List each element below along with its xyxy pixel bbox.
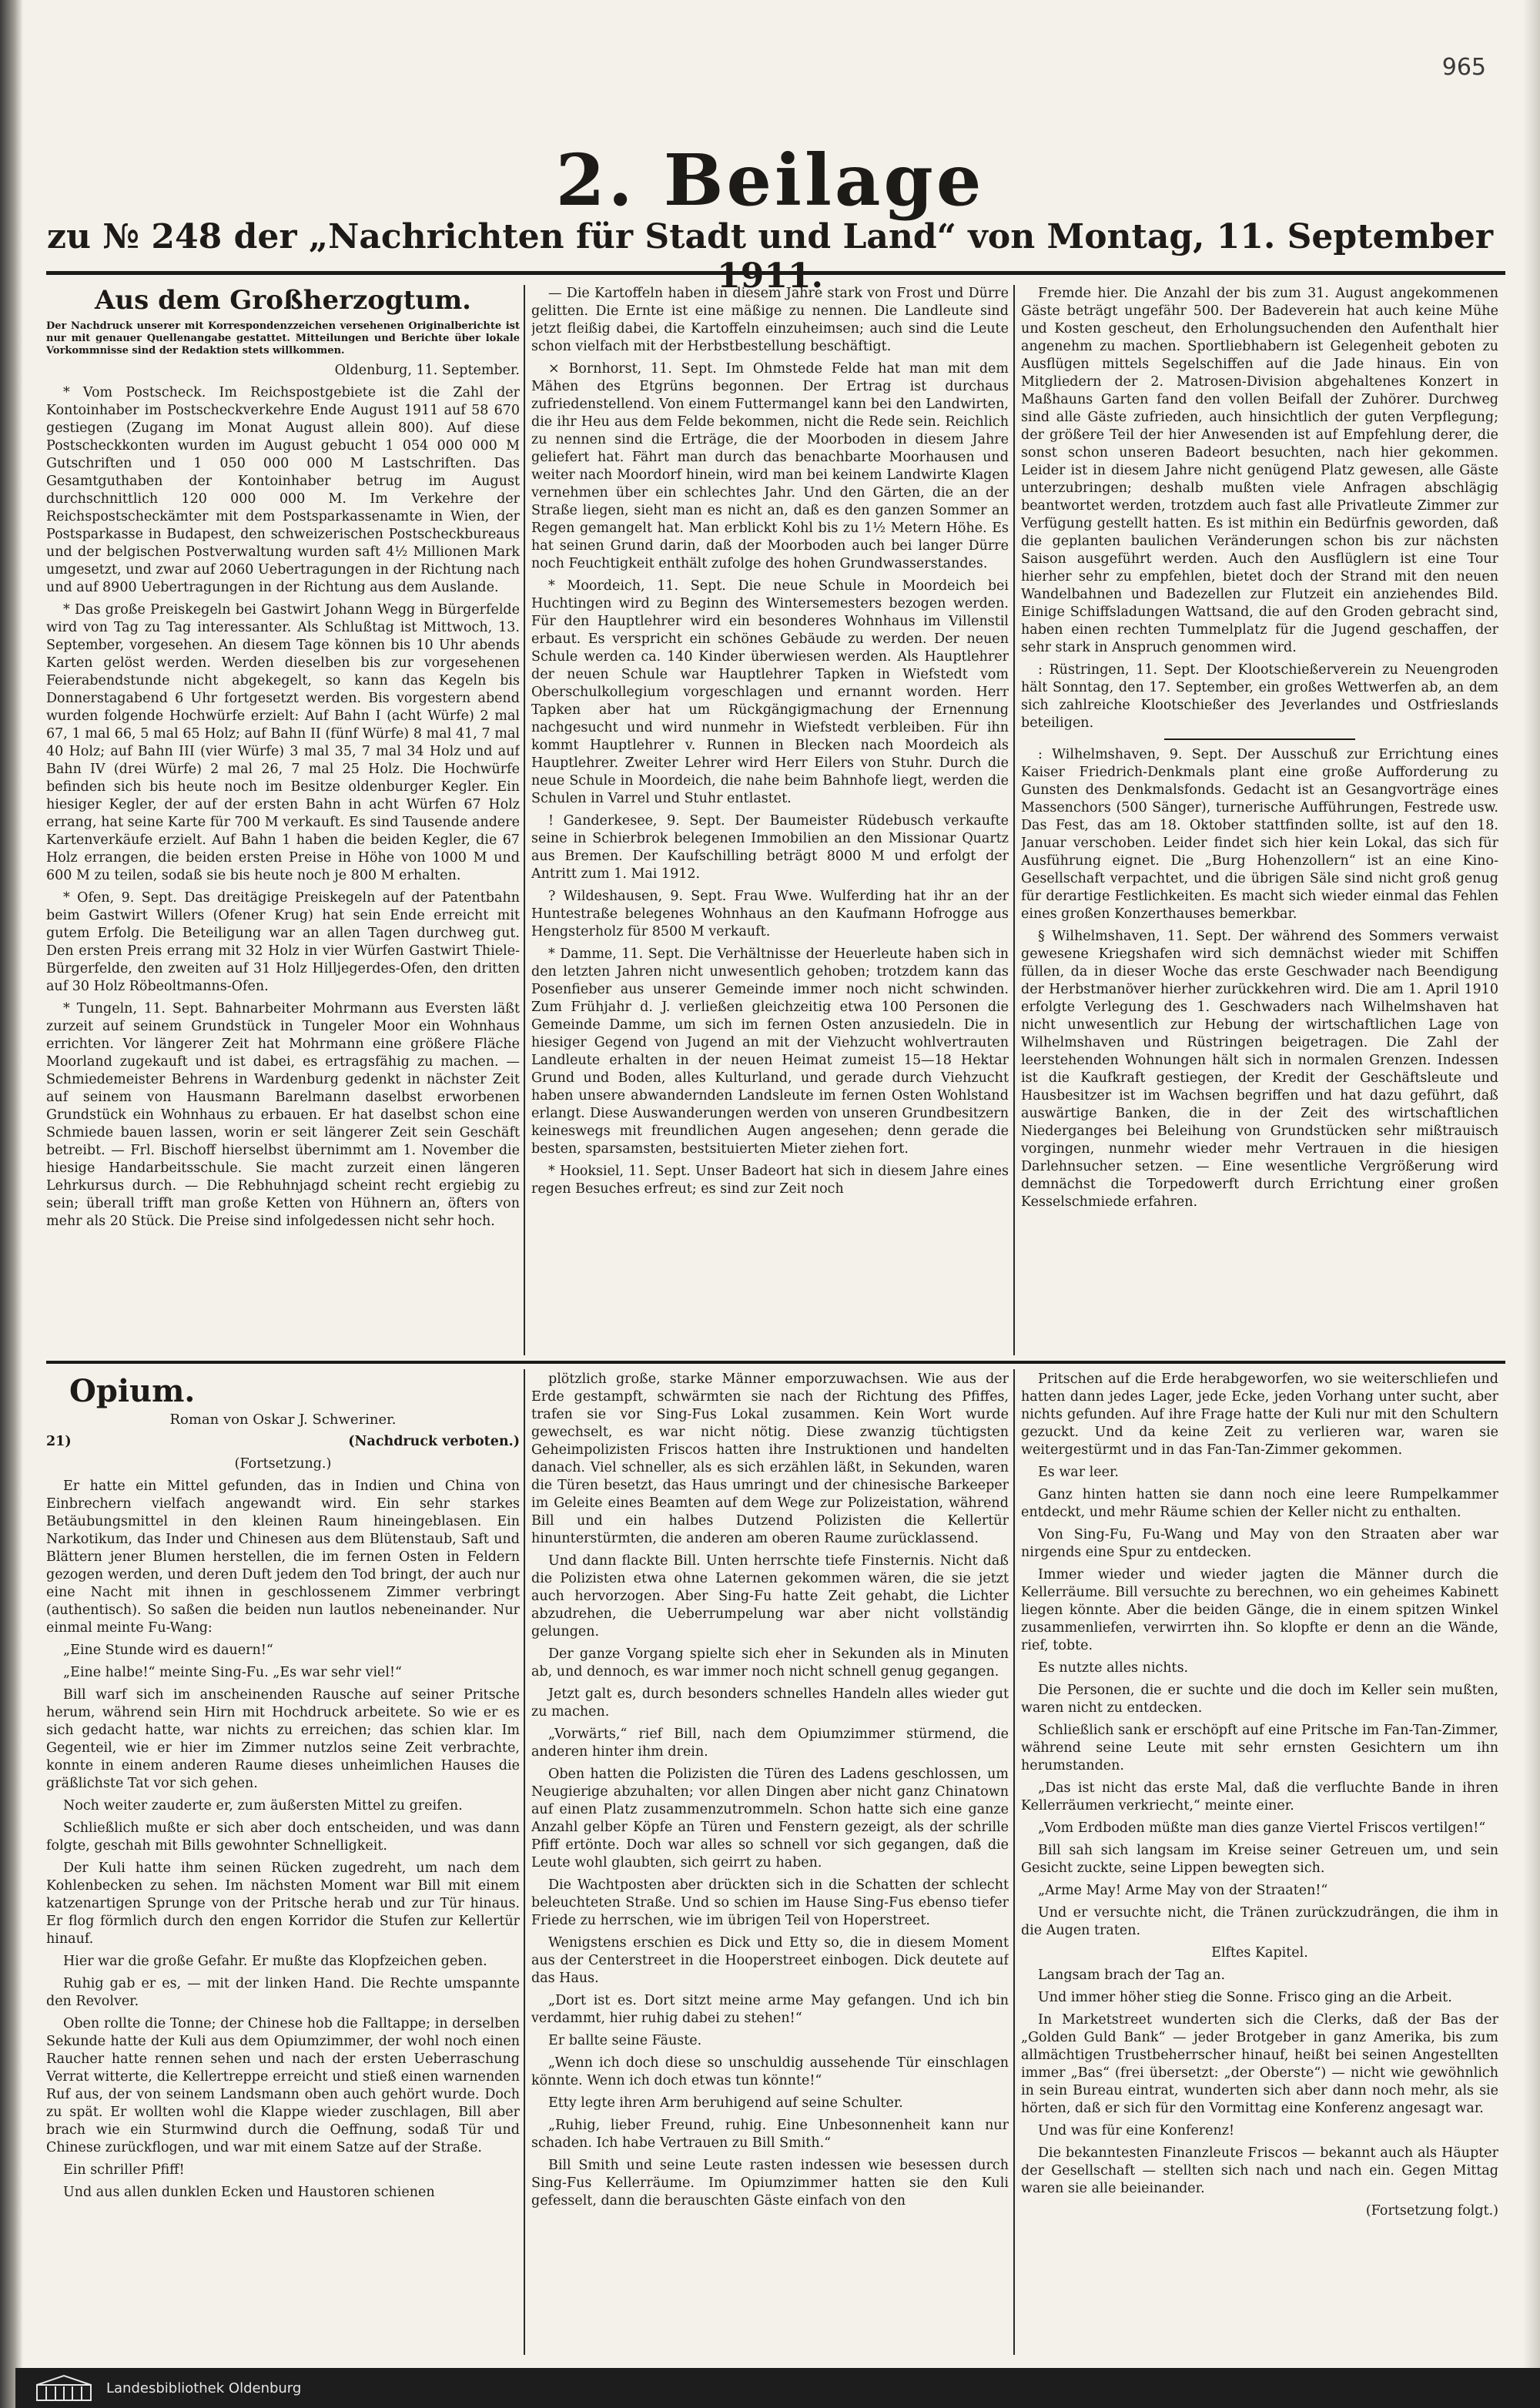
serial-paragraph: Und dann flackte Bill. Unten herrschte tiefe Finsternis. Nicht daß die Polizisten etwa ohne Laternen gekommen wären, die sie jetzt auch hervorzogen. Aber Sing-Fu hatte Zeit gehabt, die Lichter abzudrehen, die Ueberrumpelung war aber nicht vollständig gelungen.	[531, 1553, 1009, 1639]
serial-column-3	[1021, 1371, 1498, 2349]
reprint-note: Der Nachdruck unserer mit Korrespondenzzeichen versehenen Originalberichte ist nur mit genauer Quellenangabe gestattet. Mitteilungen und Berichte über lokale Vorkommnisse sind der Redaktion stets willkommen.	[46, 320, 520, 357]
news-column-1	[46, 285, 520, 1351]
serial-paragraph: Der Kuli hatte ihm seinen Rücken zugedreht, um nach dem Kohlenbecken zu sehen. Im nächsten Moment war Bill mit einem katzenartigen Sprunge von der Pritsche herab und zur Tür hinaus. Er flog förmlich durch den engen Korridor die Stufen zur Kellertür hinauf.	[46, 1860, 520, 1947]
serial-paragraph: Und was für eine Konferenz!	[1038, 2123, 1235, 2138]
article-paragraph: * Damme, 11. Sept. Die Verhältnisse der Heuerleute haben sich in den letzten Jahren nicht unwesentlich gehoben; trotzdem kann das Posenfieber aus unserer Gemeinde immer noch nicht schwinden. Zum Frühjahr d. J. verließen gleichzeitig etwa 100 Personen die Gemeinde Damme, um sich im fernen Osten anzusiedeln. Die in hiesiger Gegend von Jugend an mit der Viehzucht wohlvertrauten Landleute erhalten in der neuen Heimat zumeist 15—18 Hektar Grund und Boden, alles Kulturland, und gerade durch Viehzucht haben unsere abwandernden Landsleute im fernen Osten Wohlstand erlangt. Diese Auswanderungen werden von unseren Grundbesitzern keineswegs mit freundlichen Augen angesehen; denn gerade die besten, sparsamsten, bestsituierten Mieter ziehen fort.	[531, 946, 1009, 1157]
serial-paragraph: Langsam brach der Tag an.	[1038, 1968, 1226, 1983]
header-rule	[46, 271, 1505, 275]
library-building-icon	[35, 2374, 92, 2402]
serial-paragraph: „Eine Stunde wird es dauern!“	[63, 1643, 273, 1658]
serial-paragraph: Die bekanntesten Finanzleute Friscos — bekannt auch als Häupter der Gesellschaft — stellten sich nach und nach ein. Gegen Mittag waren sie alle beieinander.	[1021, 2145, 1498, 2196]
article-paragraph: * Tungeln, 11. Sept. Bahnarbeiter Mohrmann aus Eversten läßt zurzeit auf seinem Grundstück in Tungeler Moor ein Wohnhaus errichten. Vor längerer Zeit hat Mohrmann eine größere Fläche Moorland zugekauft und ist dabei, es ertragsfähig zu machen. — Schmiedemeister Behrens in Wardenburg gedenkt in nächster Zeit auf seinem von Hausmann Barelmann daselbst erworbenen Grundstück ein Wohnhaus zu erbauen. Er hat daselbst schon eine Schmiede bauen lassen, worin er seit längerer Zeit sein Geschäft betreibt. — Frl. Bischoff hierselbst übernimmt am 1. November die hiesige Handarbeitsschule. Sie macht zurzeit einen längeren Lehrkursus durch. — Die Rebhuhnjagd scheint recht ergiebig zu sein; überall trifft man große Ketten von Hühnern an, öfters von mehr als 20 Stück. Die Preise sind infolgedessen nicht sehr hoch.	[46, 1001, 520, 1229]
serial-paragraph: Ein schriller Pfiff!	[63, 2162, 185, 2178]
serial-paragraph: Immer wieder und wieder jagten die Männer durch die Kellerräume. Bill versuchte zu berechnen, wo ein geheimes Kabinett liegen könnte. Aber die beiden Gänge, die in einem spitzen Winkel zusammenliefen, verwirrten ihn. So klopfte er denn an die Wände, rief, tobte.	[1021, 1567, 1498, 1653]
serial-byline: Roman von Oskar J. Schweriner.	[169, 1412, 397, 1428]
serial-paragraph: Pritschen auf die Erde herabgeworfen, wo sie weiterschliefen und hatten dann jedes Lager, jede Ecke, jeden Vorhang unter sucht, aber nichts gefunden. Auf ihre Frage hatte der Kuli nur mit den Schultern gezuckt. Und da keine Zeit zu verlieren war, waren sie weitergestürmt und in das Fan-Tan-Zimmer gekommen.	[1021, 1371, 1498, 1458]
serial-paragraph: Und er versuchte nicht, die Tränen zurückzudrängen, die ihm in die Augen traten.	[1021, 1905, 1498, 1938]
serial-paragraph: Hier war die große Gefahr. Er mußte das Klopfzeichen geben.	[63, 1954, 487, 1969]
article-paragraph: * Hooksiel, 11. Sept. Unser Badeort hat sich in diesem Jahre eines regen Besuches erfreut; es sind zur Zeit noch	[531, 1164, 1009, 1197]
article-paragraph: : Rüstringen, 11. Sept. Der Klootschießerverein zu Neuengroden hält Sonntag, den 17. September, ein großes Wettwerfen ab, an dem sich zahlreiche Klootschießer des Jeverlandes und Ostfrieslands beteiligen.	[1021, 662, 1498, 731]
article-paragraph: * Vom Postscheck. Im Reichspostgebiete ist die Zahl der Kontoinhaber im Postscheckverkehre Ende August 1911 auf 58 670 gestiegen (Zugang im Monat August allein 800). Auf diese Postscheckkonten wurden im August gebucht 1 054 000 000 M Gutschriften und 1 050 000 000 M Lastschriften. Das Gesamtguthaben der Kontoinhaber betrug im August durchschnittlich 120 000 000 M. Im Verkehre der Reichspostscheckämter mit dem Postsparkassenamte in Wien, der Postsparkasse in Budapest, den schweizerischen Postscheckbureaus und der belgischen Postverwaltung wurden saft 4½ Millionen Mark umgesetzt, und zwar auf 2060 Uebertragungen in der Richtung nach und auf 8900 Uebertragungen in der Richtung aus dem Auslande.	[46, 385, 520, 595]
feuilleton-rule	[46, 1361, 1505, 1364]
library-name: Landesbibliothek Oldenburg	[106, 2380, 302, 2396]
serial-column-1	[46, 1371, 520, 2349]
serial-paragraph: Oben rollte die Tonne; der Chinese hob die Falltappe; in derselben Sekunde hatte der Kuli aus dem Opiumzimmer, der wohl noch einen Raucher hatte rennen sehen und nach der ersten Ueberraschung Verrat witterte, die Kellertreppe erreicht und stieß einen warnenden Ruf aus, der von seinem Landsmann oben auch gehört wurde. Doch zu spät. Er wollten wohl die Klappe wieder zuschlagen, Bill aber brach wie ein Sturmwind durch die Oeffnung, sodaß Tür und Chinese zurückflogen, und war mit einem Satze auf der Straße.	[46, 2016, 520, 2155]
news-column-3	[1021, 285, 1498, 1351]
serial-paragraph: Bill Smith und seine Leute rasten indessen wie besessen durch Sing-Fus Kellerräume. Im Opiumzimmer hatten sie den Kuli gefesselt, dann die berauschten Gäste einfach von den	[531, 2158, 1009, 2209]
serial-paragraph: „Ruhig, lieber Freund, ruhig. Eine Unbesonnenheit kann nur schaden. Ich habe Vertrauen zu Bill Smith.“	[531, 2118, 1009, 2151]
serial-paragraph: „Arme May! Arme May von der Straaten!“	[1038, 1883, 1328, 1898]
column-rule	[1013, 1369, 1015, 2355]
serial-paragraph: Bill warf sich im anscheinenden Rausche auf seiner Pritsche herum, während sein Hirn mit Hochdruck arbeitete. So wie er es sich gedacht hatte, war nichts zu erreichen; das schien klar. Im Gegenteil, wie er hier im Zimmer nutzlos seine Zeit verbrachte, konnte in einem anderen Raume dieses unheimlichen Hauses die gräßlichste Tat vor sich gehen.	[46, 1687, 520, 1791]
serial-installment-number: 21)	[46, 1434, 72, 1449]
article-paragraph: Fremde hier. Die Anzahl der bis zum 31. August angekommenen Gäste beträgt ungefähr 500. Der Badeverein hat auch keine Mühe und Kosten gescheut, den Erholungsuchenden den Aufenthalt hier angenehm zu machen. Sportliebhabern ist Gelegenheit geboten zu Ausflügen mittels Segelschiffen auf die Jade hinaus. Ein von Mitgliedern der 2. Matrosen-Division abgehaltenes Konzert in Maßhauns Garten fand den vollen Beifall der Zuhörer. Durchweg sind alle Gäste zufrieden, auch hinsichtlich der guten Verpflegung; der größere Teil der hier Anwesenden ist auf Empfehlung derer, die sonst schon unseren Badeort besuchten, nach hier gekommen. Leider ist in diesem Jahre nicht genügend Platz gewesen, alle Gäste unterzubringen; deshalb mußten viele Anfragen abschlägig beantwortet werden, trotzdem auch fast alle Privatleute Zimmer zur Verfügung gestellt hatten. Es ist mithin ein Bedürfnis geworden, daß die geplanten baulichen Veränderungen schon bis zur nächsten Saison ausgeführt werden. Auch den Ausflüglern ist eine Tour hierher sehr zu empfehlen, bietet doch der Strand mit den neuen Wandelbahnen und Badezellen zur Flutzeit ein anziehendes Bild. Einige Schiffsladungen Wattsand, die auf den Groden gebracht sind, haben einen rechten Tummelplatz für die Jugend geschaffen, der sehr stark in Anspruch genommen wird.	[1021, 286, 1498, 655]
column-rule	[1013, 285, 1015, 1355]
serial-meta	[46, 1433, 520, 1451]
serial-column-2	[531, 1371, 1009, 2349]
serial-title: Opium.	[69, 1373, 196, 1409]
supplement-subtitle: zu № 248 der „Nachrichten für Stadt und Land“ von Montag, 11. September 1911.	[46, 217, 1494, 296]
article-paragraph: — Die Kartoffeln haben in diesem Jahre stark von Frost und Dürre gelitten. Die Ernte ist eine mäßige zu nennen. Die Landleute sind jetzt fleißig dabei, die Kartoffeln einzuheimsen; auch sind die Leute schon vielfach mit der Herbstbestellung beschäftigt.	[531, 286, 1009, 354]
serial-paragraph: Schließlich sank er erschöpft auf eine Pritsche im Fan-Tan-Zimmer, während seine Leute mit sehr ernsten Gesichtern um ihn herumstanden.	[1021, 1723, 1498, 1773]
serial-paragraph: Etty legte ihren Arm beruhigend auf seine Schulter.	[548, 2095, 903, 2111]
serial-paragraph: Schließlich mußte er sich aber doch entscheiden, und was dann folgte, geschah mit Bills gewohnter Schnelligkeit.	[46, 1820, 520, 1854]
serial-paragraph: „Das ist nicht das erste Mal, daß die verfluchte Bande in ihren Kellerräumen verkriecht,“ meinte einer.	[1021, 1780, 1498, 1814]
serial-reprint-note: (Nachdruck verboten.)	[348, 1434, 520, 1449]
serial-paragraph: Er ballte seine Fäuste.	[548, 2033, 702, 2048]
serial-paragraph: Jetzt galt es, durch besonders schnelles Handeln alles wieder gut zu machen.	[531, 1686, 1009, 1720]
serial-paragraph: „Eine halbe!“ meinte Sing-Fu. „Es war sehr viel!“	[63, 1665, 402, 1680]
serial-paragraph: Die Wachtposten aber drückten sich in die Schatten der schlecht beleuchteten Straße. Und so schien im Hause Sing-Fus ebenso tiefer Friede zu herrschen, wie im übrigen Teil von Hoperstreet.	[531, 1877, 1009, 1928]
dateline: Oldenburg, 11. September.	[334, 363, 520, 378]
article-paragraph: ! Ganderkesee, 9. Sept. Der Baumeister Rüdebusch verkaufte seine in Schierbrok belegenen Immobilien an den Missionar Quartz aus Bremen. Der Kaufschilling beträgt 8000 M und erfolgt der Antritt zum 1. Mai 1912.	[531, 813, 1009, 882]
column-rule	[524, 285, 525, 1355]
article-separator	[1164, 738, 1355, 740]
serial-paragraph: Und aus allen dunklen Ecken und Haustoren schienen	[63, 2185, 435, 2200]
serial-paragraph: „Dort ist es. Dort sitzt meine arme May gefangen. Und ich bin verdammt, hier ruhig dabei zu stehen!“	[531, 1993, 1009, 2026]
serial-paragraph: Er hatte ein Mittel gefunden, das in Indien und China von Einbrechern vielfach angewandt wird. Ein sehr starkes Betäubungsmittel in den kleinen Raum hineingeblasen. Ein Narkotikum, das Inder und Chinesen aus dem Blütenstaub, Saft und Blättern jener Blumen herstellen, die im fernen Osten in Feldern gezogen werden, und deren Duft jedem den Tod bringt, der auch nur eine Nacht mit ihnen in geschlossenem Zimmer verbringt (authentisch). So saßen die beiden nun lautlos nebeneinander. Nur einmal meinte Fu-Wang:	[46, 1479, 520, 1636]
serial-paragraph: Ruhig gab er es, — mit der linken Hand. Die Rechte umspannte den Revolver.	[46, 1976, 520, 2009]
supplement-title: 2. Beilage	[555, 139, 985, 222]
news-column-2	[531, 285, 1009, 1351]
serial-paragraph: Die Personen, die er suchte und die doch im Keller sein mußten, waren nicht zu entdecken.	[1021, 1683, 1498, 1716]
article-paragraph: ? Wildeshausen, 9. Sept. Frau Wwe. Wulferding hat ihr an der Huntestraße belegenes Wohnhaus an den Kaufmann Hofrogge aus Hengsterholz für 8500 M verkauft.	[531, 889, 1009, 939]
serial-paragraph: Bill sah sich langsam im Kreise seiner Getreuen um, und sein Gesicht zuckte, seine Lippen bewegten sich.	[1021, 1843, 1498, 1876]
serial-paragraph: Noch weiter zauderte er, zum äußersten Mittel zu greifen.	[63, 1798, 463, 1814]
article-paragraph: * Ofen, 9. Sept. Das dreitägige Preiskegeln auf der Patentbahn beim Gastwirt Willers (Ofener Krug) hat sein Ende erreicht mit gutem Erfolg. Die Beteiligung war an allen Tagen durchweg gut. Den ersten Preis errang mit 32 Holz in vier Würfen Gastwirt Thiele-Bürgerfelde, den zweiten auf 31 Holz Hilljegerdes-Ofen, den dritten auf 30 Holz Röbeoltmanns-Ofen.	[46, 890, 520, 994]
serial-paragraph: Wenigstens erschien es Dick und Etty so, die in diesem Moment aus der Centerstreet in die Hooperstreet einbogen. Dick deutete auf das Haus.	[531, 1935, 1009, 1986]
to-be-continued: (Fortsetzung folgt.)	[1365, 2203, 1498, 2219]
serial-paragraph: Oben hatten die Polizisten die Türen des Ladens geschlossen, um Neugierige abzuhalten; vor allen Dingen aber nicht ganz Chinatown auf einen Platz zusammenzutrommeln. Schon hatte sich eine ganze Anzahl gelber Köpfe an Türen und Fenstern gezeigt, als der schrille Pfiff ertönte. Doch war alles so schnell vor sich gegangen, daß die Leute wohl glaubten, sich geirrt zu haben.	[531, 1767, 1009, 1870]
serial-paragraph: Von Sing-Fu, Fu-Wang und May von den Straaten aber war nirgends eine Spur zu entdecken.	[1021, 1527, 1498, 1560]
page-number: 965	[1441, 54, 1486, 81]
article-paragraph: * Moordeich, 11. Sept. Die neue Schule in Moordeich bei Huchtingen wird zu Beginn des Wintersemesters bezogen werden. Für den Hauptlehrer wird ein besonderes Wohnhaus im Villenstil erbaut. Es verspricht ein schönes Gebäude zu werden. Der neuen Schule werden ca. 140 Kinder überwiesen werden. Als Hauptlehrer der neuen Schule war Hauptlehrer Tapken in Wiefstedt vom Oberschulkollegium vorgeschlagen und ernannt worden. Herr Tapken aber hat um Rückgängigmachung der Ernennung nachgesucht und wird nunmehr in Wiefstedt verbleiben. Für ihn kommt Hauptlehrer v. Runnen in Blecken nach Moordeich als Hauptlehrer. Zweiter Lehrer wird Herr Eilers von Stuhr. Durch die neue Schule in Moordeich, die nahe beim Bahnhofe liegt, werden die Schulen in Varrel und Stuhr entlastet.	[531, 578, 1009, 806]
serial-paragraph: Ganz hinten hatten sie dann noch eine leere Rumpelkammer entdeckt, und mehr Räume schien der Keller nicht zu enthalten.	[1021, 1487, 1498, 1520]
article-paragraph: × Bornhorst, 11. Sept. Im Ohmstede Felde hat man mit dem Mähen des Etgrüns begonnen. Der Ertrag ist durchaus zufriedenstellend. Von einem Futtermangel kann bei den Landwirten, die ihr Heu aus dem Felde bekommen, nicht die Rede sein. Reichlich zu nennen sind die Erträge, die der Moorboden in diesem Jahre geliefert hat. Fährt man durch das benachbarte Moorhausen und weiter nach Moordorf hinein, wird man bei keinem Landwirte Klagen vernehmen über ein schlechtes Jahr. Und den Gärten, die an der Straße liegen, sieht man es nicht an, daß es den ganzen Sommer an Regen gemangelt hat. Man erblickt Kohl bis zu 1½ Metern Höhe. Es hat seinen Grund darin, daß der Moorboden auch bei langer Dürre noch Feuchtigkeit enthält zufolge des hohen Grundwasserstandes.	[531, 361, 1009, 571]
column-rule	[524, 1369, 525, 2355]
serial-paragraph: Es nutzte alles nichts.	[1038, 1660, 1189, 1676]
serial-paragraph: „Vom Erdboden müßte man dies ganze Viertel Friscos vertilgen!“	[1038, 1820, 1486, 1836]
serial-paragraph: In Marketstreet wunderten sich die Clerks, daß der Bas der „Golden Guld Bank“ — jeder Brotgeber in ganz Amerika, bis zum allmächtigen Trustbeherrscher hinauf, heißt bei seinen Angestellten immer „Bas“ (frei übersetzt: „der Oberste“) — nicht wie gewöhnlich in sein Bureau eintrat, wunderten sich aber dann noch mehr, als sie hörten, daß er sich für den Vormittag eine Konferenz angesagt war.	[1021, 2012, 1498, 2116]
section-heading: Aus dem Großherzogtum.	[94, 285, 471, 316]
serial-paragraph: Der ganze Vorgang spielte sich eher in Sekunden als in Minuten ab, und dennoch, es war immer noch nicht schnell genug gegangen.	[531, 1646, 1009, 1680]
serial-continuation: (Fortsetzung.)	[234, 1456, 332, 1472]
serial-paragraph: „Wenn ich doch diese so unschuldig aussehende Tür einschlagen könnte. Wenn ich doch etwas tun könnte!“	[531, 2055, 1009, 2088]
library-footer	[15, 2368, 1540, 2408]
scan-edge-shadow-right	[1523, 0, 1540, 2408]
chapter-heading: Elftes Kapitel.	[1211, 1945, 1308, 1961]
article-paragraph: * Das große Preiskegeln bei Gastwirt Johann Wegg in Bürgerfelde wird von Tag zu Tag interessanter. Als Schlußtag ist Mittwoch, 13. September, vorgesehen. An diesem Tage können bis 10 Uhr abends Karten gelöst werden. Werden dieselben bis zur vorgesehenen Feierabendstunde nicht abgekegelt, so kann das Kegeln bis Donnerstagabend 6 Uhr fortgesetzt werden. Bis vorgestern abend wurden folgende Hochwürfe erzielt: Auf Bahn I (acht Würfe) 2 mal 67, 1 mal 66, 5 mal 65 Holz; auf Bahn II (fünf Würfe) 8 mal 41, 7 mal 40 Holz; auf Bahn III (vier Würfe) 3 mal 35, 7 mal 34 Holz und auf Bahn IV (drei Würfe) 2 mal 26, 7 mal 25 Holz. Die Hochwürfe befinden sich bis heute noch im Besitze oldenburger Kegler. Ein hiesiger Kegler, der auf der ersten Bahn in acht Würfen 67 Holz errang, hat seine Karte für 700 M verkauft. Es sind Tausende andere Kartenverkäufe erzielt. Auf Bahn 1 haben die beiden Kegler, die 67 Holz errangen, die beiden ersten Preise in Höhe von 1000 M und 600 M zu teilen, sodaß sie bis heute noch je 800 M erhalten.	[46, 602, 520, 883]
serial-paragraph: plötzlich große, starke Männer emporzuwachsen. Wie aus der Erde gestampft, schwärmten sie nach der Richtung des Pfiffes, trafen sie vor Sing-Fus Lokal zusammen. Kein Wort wurde gewechselt, es war nicht nötig. Diese zwanzig tüchtigsten Geheimpolizisten Friscos hatten ihre Instruktionen und handelten danach. Viel schneller, als es sich erzählen läßt, in Sekunden, waren die Türen besetzt, das Haus umringt und der chinesische Barkeeper im Geleite eines Beamten auf dem Wege zur Polizeistation, während Bill und ein halbes Dutzend Polizisten die Kellertür hinunterstürmten, die anderen am oberen Raume zurücklassend.	[531, 1371, 1009, 1546]
serial-paragraph: Es war leer.	[1038, 1465, 1119, 1480]
serial-paragraph: „Vorwärts,“ rief Bill, nach dem Opiumzimmer stürmend, die anderen hinter ihm drein.	[531, 1726, 1009, 1760]
serial-paragraph: Und immer höher stieg die Sonne. Frisco ging an die Arbeit.	[1038, 1990, 1452, 2005]
scan-edge-shadow-left	[0, 0, 23, 2408]
article-paragraph: : Wilhelmshaven, 9. Sept. Der Ausschuß zur Errichtung eines Kaiser Friedrich-Denkmals plant eine große Aufforderung zu Gunsten des Denkmalsfonds. Gedacht ist an Gesangvorträge eines Massenchors (500 Sänger), turnerische Aufführungen, Festrede usw. Das Fest, das am 18. Oktober stattfinden sollte, ist auf den 18. Januar verschoben. Leider findet sich hier kein Lokal, das sich für Ausführung eignet. Die „Burg Hohenzollern“ ist an eine Kino-Gesellschaft verpachtet, und die übrigen Säle sind nicht groß genug für derartige Festlichkeiten. Es macht sich wieder einmal das Fehlen eines großen Konzerthauses bemerkbar.	[1021, 747, 1498, 922]
article-paragraph: § Wilhelmshaven, 11. Sept. Der während des Sommers verwaist gewesene Kriegshafen wird sich demnächst wieder mit Schiffen füllen, da in dieser Woche das erste Geschwader nach Beendigung der Herbstmanöver hierher zurückkehren wird. Die am 1. April 1910 erfolgte Verlegung des 1. Geschwaders nach Wilhelmshaven hat nicht unwesentlich zur Hebung der wirtschaftlichen Lage von Wilhelmshaven und Rüstringen beigetragen. Die Zahl der leerstehenden Wohnungen hält sich in normalen Grenzen. Indessen ist die Kaufkraft gestiegen, der Kredit der Geschäftsleute und Hausbesitzer ist im Wachsen begriffen und hat dazu geführt, daß auswärtige Banken, die in der Zeit des wirtschaftlichen Niederganges bei Beleihung von Grundstücken sehr mißtrauisch vorgingen, nunmehr wieder mehr Vertrauen in die hiesigen Darlehnsucher setzen. — Eine wesentliche Vergrößerung wird demnächst die Torpedowerft durch Errichtung einer großen Kesselschmiede erfahren.	[1021, 929, 1498, 1210]
